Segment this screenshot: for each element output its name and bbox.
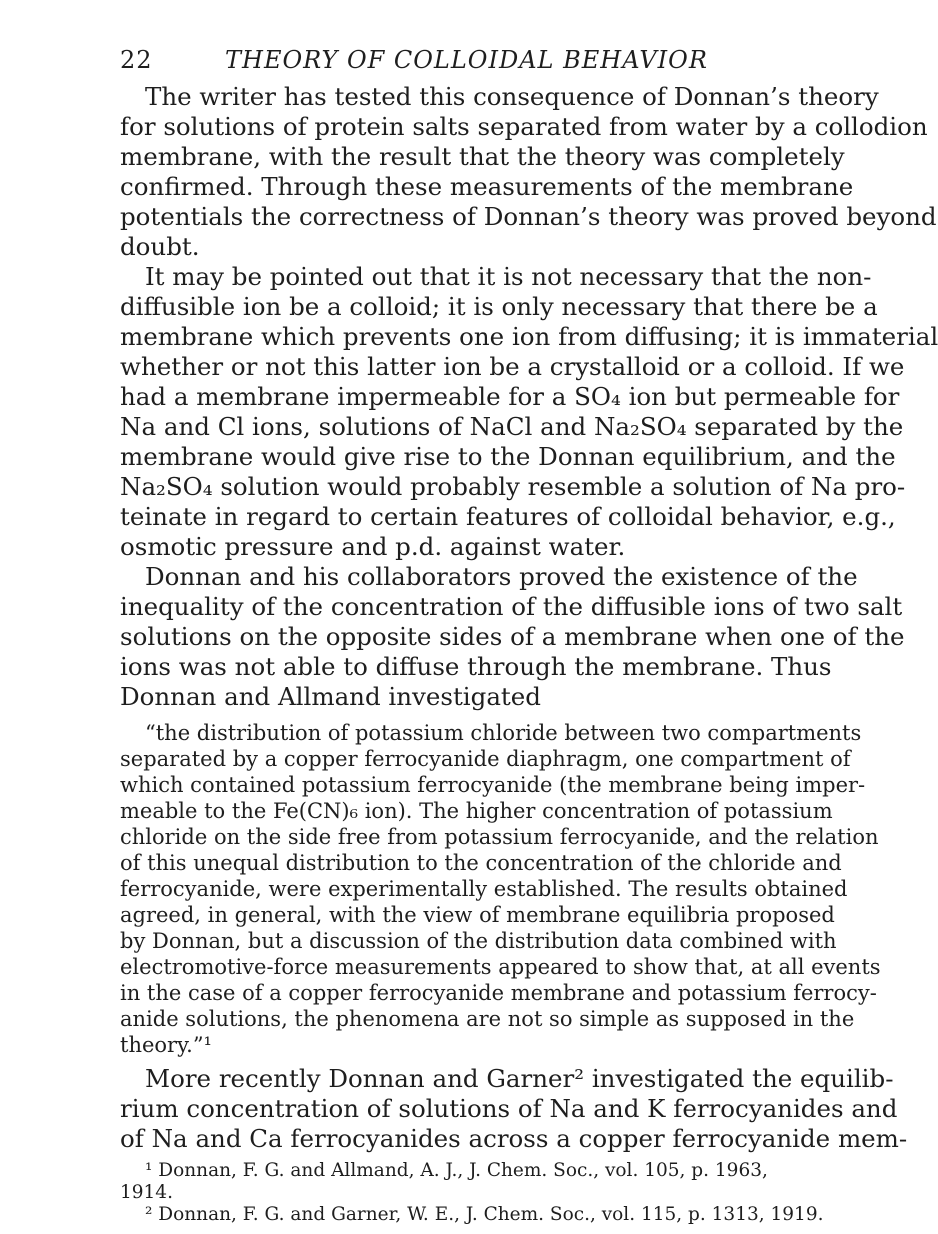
paragraph-3-line: solutions on the opposite sides of a membrane when one of the	[120, 622, 905, 651]
paragraph-3-line: ions was not able to diffuse through the membrane. Thus	[120, 652, 832, 681]
page-header	[120, 46, 708, 78]
page-number: 22	[120, 46, 153, 74]
paragraph-1-line: confirmed. Through these measurements of the membrane	[120, 172, 854, 201]
paragraph-1-line: for solutions of protein salts separated from water by a collodion	[120, 112, 928, 141]
paragraph-1-line: membrane, with the result that the theory was completely	[120, 142, 845, 171]
paragraph-2-line: osmotic pressure and p.d. against water.	[120, 532, 626, 561]
quotation-line: theory.”¹	[120, 1033, 212, 1057]
quotation-line: electromotive-force measurements appeared to show that, at all events	[120, 955, 881, 979]
quotation-line: in the case of a copper ferrocyanide membrane and potassium ferrocy-	[120, 981, 877, 1005]
quotation-line: chloride on the side free from potassium ferrocyanide, and the relation	[120, 825, 879, 849]
paragraph-2-line: had a membrane impermeable for a SO₄ ion but permeable for	[120, 382, 900, 411]
footnote-1-continuation: 1914.	[120, 1182, 173, 1203]
paragraph-1-line: doubt.	[120, 232, 200, 261]
paragraph-2-line: It may be pointed out that it is not necessary that the non-	[145, 262, 872, 291]
paragraph-3-line: inequality of the concentration of the diffusible ions of two salt	[120, 592, 903, 621]
footnote-2: ² Donnan, F. G. and Garner, W. E., J. Chem. Soc., vol. 115, p. 1313, 1919.	[145, 1204, 824, 1225]
paragraph-2-line: Na and Cl ions, solutions of NaCl and Na₂SO₄ separated by the	[120, 412, 904, 441]
quotation-line: separated by a copper ferrocyanide diaphragm, one compartment of	[120, 747, 851, 771]
quotation-line: of this unequal distribution to the concentration of the chloride and	[120, 851, 842, 875]
paragraph-4-line: of Na and Ca ferrocyanides across a copper ferrocyanide mem-	[120, 1124, 908, 1153]
paragraph-4-line: rium concentration of solutions of Na and K ferrocyanides and	[120, 1094, 898, 1123]
quotation-line: which contained potassium ferrocyanide (the membrane being imper-	[120, 773, 866, 797]
paragraph-1-line: potentials the correctness of Donnan’s theory was proved beyond	[120, 202, 937, 231]
paragraph-2-line: membrane would give rise to the Donnan equilibrium, and the	[120, 442, 896, 471]
paragraph-2-line: whether or not this latter ion be a crystalloid or a colloid. If we	[120, 352, 905, 381]
paragraph-3-line: Donnan and Allmand investigated	[120, 682, 541, 711]
paragraph-2-line: membrane which prevents one ion from diffusing; it is immaterial	[120, 322, 938, 351]
quotation-line: ferrocyanide, were experimentally established. The results obtained	[120, 877, 848, 901]
quotation-line: anide solutions, the phenomena are not so simple as supposed in the	[120, 1007, 855, 1031]
paragraph-2-line: teinate in regard to certain features of colloidal behavior, e.g.,	[120, 502, 896, 531]
quotation-line: meable to the Fe(CN)₆ ion). The higher concentration of potassium	[120, 799, 833, 823]
paragraph-2-line: diffusible ion be a colloid; it is only necessary that there be a	[120, 292, 878, 321]
quotation-line: agreed, in general, with the view of membrane equilibria proposed	[120, 903, 835, 927]
quotation-line: by Donnan, but a discussion of the distribution data combined with	[120, 929, 837, 953]
paragraph-3-line: Donnan and his collaborators proved the existence of the	[145, 562, 858, 591]
paragraph-2-line: Na₂SO₄ solution would probably resemble a solution of Na pro-	[120, 472, 906, 501]
footnote-1: ¹ Donnan, F. G. and Allmand, A. J., J. Chem. Soc., vol. 105, p. 1963,	[145, 1160, 768, 1181]
paragraph-1-line: The writer has tested this consequence of Donnan’s theory	[145, 82, 879, 111]
paragraph-4-line: More recently Donnan and Garner² investigated the equilib-	[145, 1064, 894, 1093]
running-title: THEORY OF COLLOIDAL BEHAVIOR	[225, 46, 708, 74]
quotation-line: “the distribution of potassium chloride between two compartments	[145, 721, 862, 745]
